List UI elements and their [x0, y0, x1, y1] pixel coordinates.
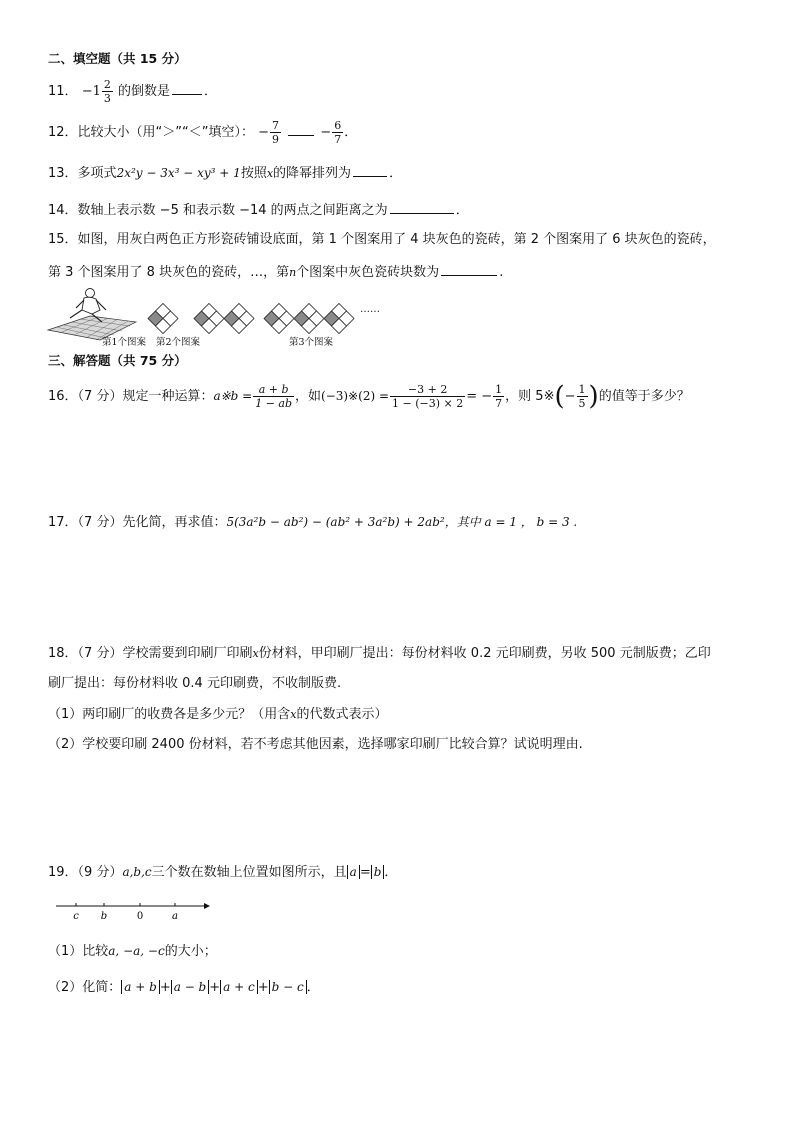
q16-ex-eq: = −	[466, 389, 493, 404]
q16-def-den: 1 − ab	[255, 397, 293, 410]
q19-vars: a,b,c	[122, 865, 152, 879]
q16-ask-fraction	[577, 383, 588, 410]
q13-end: ．	[389, 166, 403, 181]
q16-ex-result	[493, 383, 504, 410]
question-13	[48, 164, 402, 183]
q19-sub1-post: 的大小；	[164, 944, 217, 959]
question-11	[48, 78, 217, 105]
section-title-answer: 三、解答题（共 75 分）	[48, 353, 187, 368]
axis-label-a: a	[172, 911, 178, 922]
q18-var: x	[252, 647, 259, 660]
question-18-line1	[48, 645, 711, 663]
q16-ask-pre: ，则 5※	[505, 389, 555, 404]
question-17	[48, 513, 577, 532]
q16-ex-num: −3 + 2	[390, 383, 465, 397]
caption-pattern-3: 第3个图案	[289, 337, 334, 348]
q11-end: ．	[204, 84, 218, 99]
q13-post: 的降幂排列为	[273, 166, 352, 181]
q16-ask-den: 5	[578, 397, 586, 410]
q16-def-lhs: a※b =	[213, 389, 253, 403]
q16-ex-pre: ，如	[295, 389, 322, 404]
axis-label-b: b	[100, 911, 108, 922]
q19-sub2-end: ．	[306, 980, 320, 995]
q17-condition: ，其中 a = 1 ， b = 3 .	[444, 515, 578, 529]
tile-pattern-3	[264, 304, 354, 334]
q12-minus-1: −	[258, 125, 270, 140]
question-15-line1: 15．如图，用灰白两色正方形瓷砖铺设底面，第 1 个图案用了 4 块灰色的瓷砖，第 2 个图案用了 6 块灰色的瓷砖，	[48, 232, 716, 247]
q19-abs-1: a + b	[121, 980, 160, 994]
q13-mid: 按照	[240, 166, 267, 181]
q12-f2-den: 7	[334, 133, 342, 146]
q12-f1-num: 7	[272, 119, 280, 132]
tile-pattern-1	[148, 304, 178, 334]
q16-ask-post: 的值等于多少？	[598, 389, 690, 404]
q18-sub1-var: x	[290, 708, 297, 721]
q17-number: 17．（7 分）先化简，再求值：	[48, 515, 227, 530]
q12-text: 比较大小（用“＞”“＜”填空）：	[77, 125, 254, 140]
q15-answer-blank[interactable]	[441, 263, 497, 276]
q15-var: n	[289, 266, 297, 279]
q13-pre: 多项式	[77, 166, 117, 181]
caption-pattern-2: 第2个图案	[156, 337, 201, 348]
q16-ask-sign: −	[564, 389, 576, 404]
q19-number-line	[54, 898, 214, 924]
q19-abs-4: b − c	[269, 980, 307, 994]
axis-label-zero: 0	[136, 911, 144, 922]
axis-label-c: c	[73, 911, 79, 922]
question-15-line2	[48, 263, 503, 282]
q13-polynomial: 2x²y − 3x³ − xy³ + 1	[116, 166, 241, 180]
q16-def-num: a + b	[253, 383, 294, 397]
q16-left-paren: (	[554, 381, 565, 412]
q19-abs-b: b	[371, 865, 385, 879]
q12-minus-2: −	[320, 125, 332, 140]
q11-whole: −1	[81, 84, 101, 99]
q16-def-fraction	[253, 383, 294, 410]
q15-tile-figure	[44, 286, 394, 346]
q11-number: 11．	[48, 84, 78, 99]
worker-illustration	[48, 289, 136, 341]
question-14	[48, 201, 469, 220]
question-19-sub1	[48, 942, 217, 961]
q16-ex-den: 1 − (−3) × 2	[392, 397, 464, 410]
q11-fraction	[102, 78, 113, 105]
question-19-sub2: （2）化简： a + b + a − b + a + c + b − c ．	[48, 980, 320, 995]
question-18-sub2: （2）学校要印刷 2400 份材料，若不考虑其他因素，选择哪家印刷厂比较合算？试说明理由.	[48, 737, 583, 752]
q19-number: 19．（9 分）	[48, 865, 123, 880]
caption-pattern-1: 第1个图案	[102, 337, 147, 348]
question-12	[48, 119, 357, 146]
tile-pattern-2	[194, 304, 254, 334]
q16-ex-fraction	[390, 383, 465, 410]
q18-sub1-pre: （1）两印刷厂的收费各是多少元？（用含	[48, 707, 291, 722]
question-18-line2: 刷厂提出：每份材料收 0.4 元印刷费，不收制版费.	[48, 676, 342, 691]
q19-abs-eq: =	[359, 865, 371, 880]
q13-answer-blank[interactable]	[353, 164, 387, 177]
q14-number: 14．	[48, 203, 78, 218]
q18-sub1-post: 的代数式表示）	[296, 707, 388, 722]
pattern-continuation-dots: ……	[360, 304, 380, 315]
q16-ex-rden: 7	[495, 397, 503, 410]
q16-ex-rnum: 1	[495, 383, 503, 396]
question-16	[48, 383, 690, 410]
q14-end: ．	[455, 203, 469, 218]
q16-ask-num: 1	[578, 383, 586, 396]
q19-abs-a: a	[347, 865, 360, 879]
q15-end: .	[499, 265, 504, 280]
q12-end: ．	[344, 125, 358, 140]
q16-right-paren: )	[588, 381, 599, 412]
q12-fraction-1	[270, 119, 281, 146]
q11-num: 2	[103, 78, 111, 91]
question-18-sub1	[48, 706, 388, 724]
section-title-fill-in: 二、填空题（共 15 分）	[48, 51, 187, 66]
q13-number: 13．	[48, 166, 78, 181]
q18-line1-pre: 18．（7 分）学校需要到印刷厂印刷	[48, 646, 253, 661]
q11-answer-blank[interactable]	[172, 82, 202, 95]
q19-sub1-vars: a, −a, −c	[108, 944, 165, 958]
q12-f2-num: 6	[334, 119, 342, 132]
q19-abs-2: a − b	[171, 980, 210, 994]
q15-line2-pre: 第 3 个图案用了 8 块灰色的瓷砖，…，第	[48, 265, 290, 280]
q11-text: 的倒数是	[118, 84, 171, 99]
question-19	[48, 863, 397, 882]
q19-sub1-pre: （1）比较	[48, 944, 109, 959]
q19-sub2-pre: （2）化简：	[48, 980, 122, 995]
q13-var: x	[266, 167, 274, 180]
q19-text: 三个数在数轴上位置如图所示，且	[151, 865, 347, 880]
q12-answer-blank[interactable]	[288, 123, 314, 136]
q18-line1-post: 份材料，甲印刷厂提出：每份材料收 0.2 元印刷费，另收 500 元制版费；乙印	[258, 646, 711, 661]
q12-f1-den: 9	[272, 133, 280, 146]
q11-mixed-number	[82, 78, 114, 105]
q19-end: ．	[384, 865, 398, 880]
q11-den: 3	[103, 92, 111, 105]
q14-answer-blank[interactable]	[390, 201, 454, 214]
q12-fraction-2	[332, 119, 343, 146]
q17-expression: 5(3a²b − ab²) − (ab² + 3a²b) + 2ab²	[226, 515, 445, 529]
q14-text: 数轴上表示数 −5 和表示数 −14 的两点之间距离之为	[77, 203, 388, 218]
q12-number: 12．	[48, 125, 78, 140]
q15-line2-post: 个图案中灰色瓷砖块数为	[296, 265, 440, 280]
q16-ex-lhs: (−3)※(2) =	[321, 389, 390, 403]
q19-abs-3: a + c	[220, 980, 258, 994]
q16-number: 16．（7 分）规定一种运算：	[48, 389, 214, 404]
